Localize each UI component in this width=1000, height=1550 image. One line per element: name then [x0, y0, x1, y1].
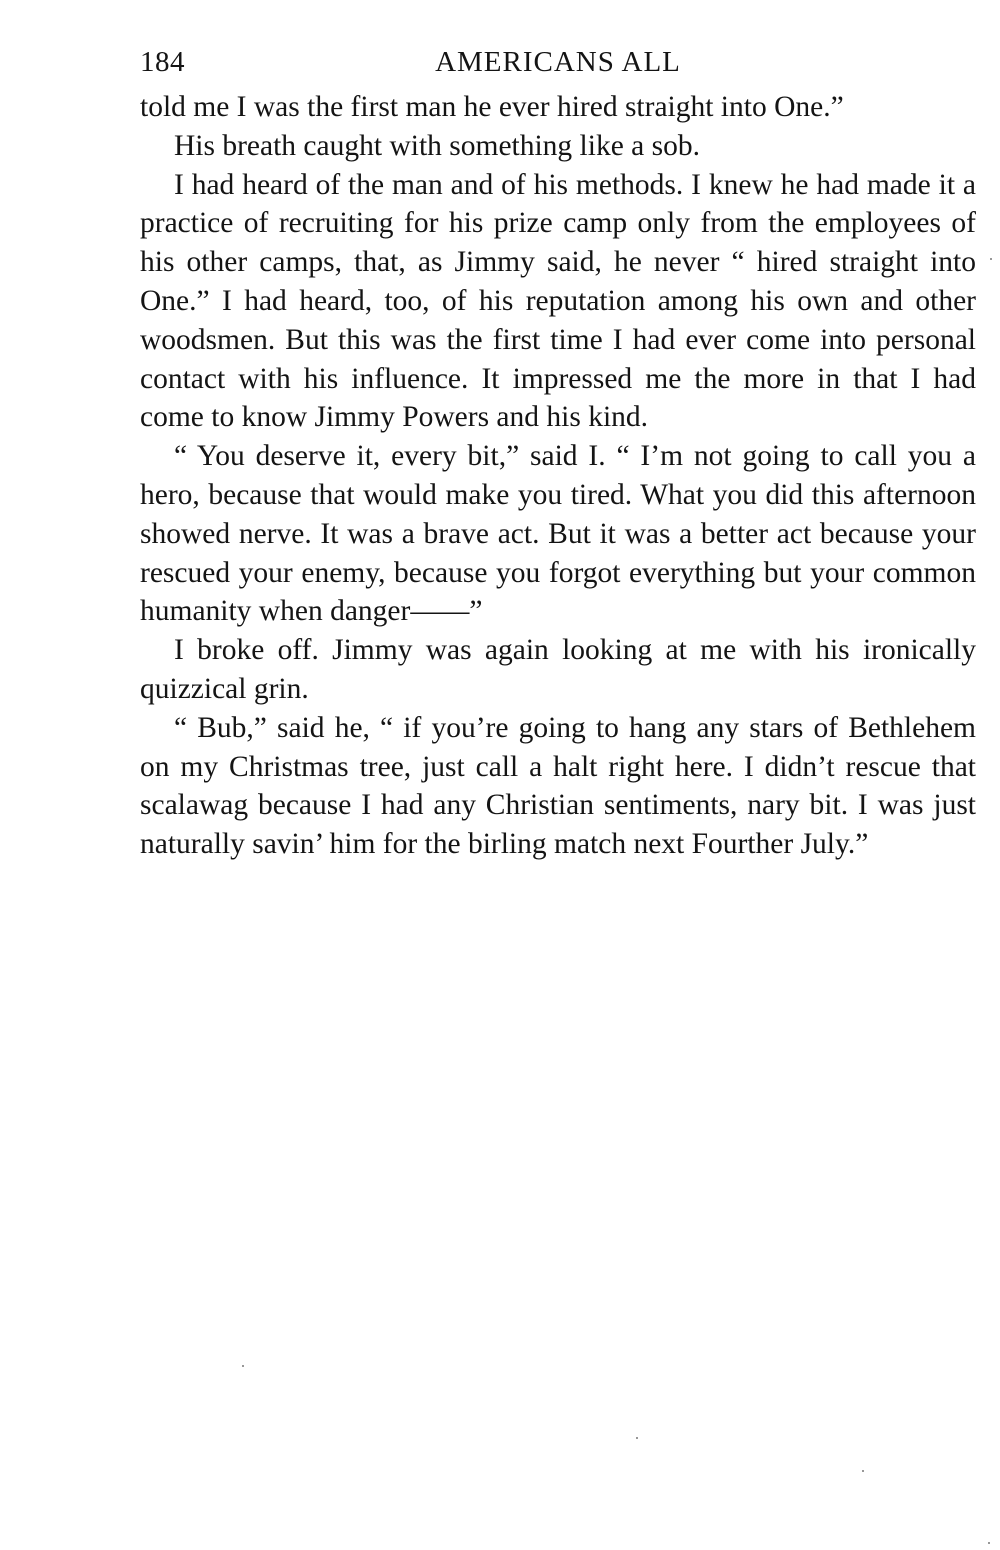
- paragraph: “ Bub,” said he, “ if you’re going to hang any stars of Bethlehem on my Christmas tree, just call a halt right here. I didn’t rescue that scalawag because I had any Christian sentiments, nary bit. I was just naturally savin’ him for the birling match next Fourther July.”: [140, 711, 976, 861]
- scan-speck: [242, 1365, 244, 1367]
- page-number: 184: [140, 46, 185, 78]
- book-page: [140, 44, 976, 864]
- paragraph: I had heard of the man and of his methods. I knew he had made it a practice of recruiting for his prize camp only from the employees of his other camps, that, as Jimmy said, he never “ hired straight into One.” I had heard, too, of his reputation among his own and other woodsmen. But this was the first time I had ever come into personal contact with his influence. It impressed me the more in that I had come to know Jimmy Powers and his kind.: [140, 168, 976, 434]
- scan-speck: [990, 258, 992, 260]
- page-header: [140, 44, 976, 88]
- paragraph-continued: told me I was the first man he ever hired straight into One.”: [140, 91, 844, 123]
- scan-speck: [988, 1542, 990, 1544]
- scan-speck: [862, 1470, 864, 1472]
- paragraph: His breath caught with something like a sob.: [174, 129, 700, 162]
- body-text: [140, 88, 976, 864]
- scan-speck: [636, 1437, 638, 1439]
- paragraph: I broke off. Jimmy was again looking at me with his ironically quizzical grin.: [140, 634, 976, 705]
- running-title: AMERICANS ALL: [435, 46, 681, 78]
- paragraph: “ You deserve it, every bit,” said I. “ I’m not going to call you a hero, because that would make you tired. What you did this afternoon showed nerve. It was a brave act. But it was a better act because your rescued your enemy, because you forgot everything but your common humanity when danger——”: [140, 440, 976, 628]
